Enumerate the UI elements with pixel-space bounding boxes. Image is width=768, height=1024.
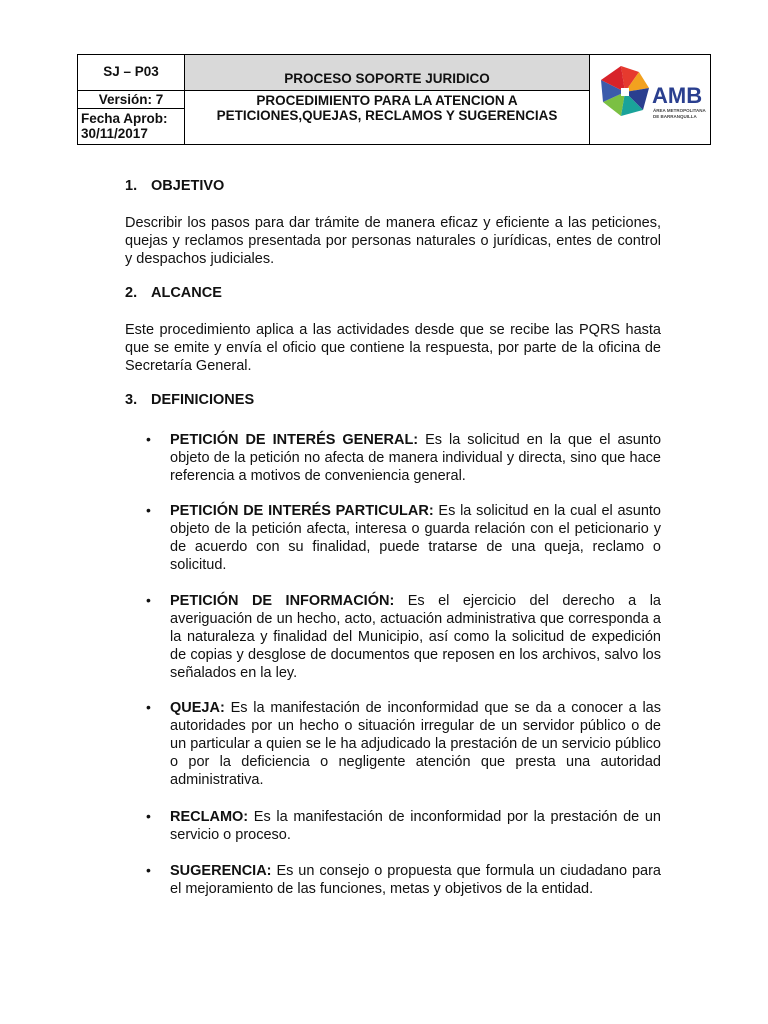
definition-text: Es la solicitud en la que el asunto objeto de la petición no afecta de manera individual y directa, sino que hace referencia a motivos de conveniencia general. bbox=[170, 432, 662, 484]
process-name: PROCESO SOPORTE JURIDICO bbox=[185, 55, 590, 91]
definition-text: Es el ejercicio del derecho a la averiguación de un hecho, acto, actuación administrativa que corresponda a la naturaleza y finalidad del Municipio, así como la solicitud de expedición de copias y desglose de documentos que reposen en los archivos, salvo los señalados en la ley. bbox=[170, 593, 661, 681]
definition-text: Es un consejo o propuesta que formula un ciudadano para el mejoramiento de las funciones, metas y objetivos de la entidad. bbox=[170, 863, 661, 897]
amb-logo bbox=[590, 55, 710, 144]
definition-item-sugerencia bbox=[170, 862, 661, 898]
approval-date-label: Fecha Aprob: bbox=[81, 111, 168, 126]
definition-text: Es la manifestación de inconformidad por la prestación de un servicio o proceso. bbox=[170, 809, 661, 843]
section-title: ALCANCE bbox=[151, 285, 222, 301]
approval-date bbox=[78, 109, 185, 144]
definition-item-peticion-informacion bbox=[170, 592, 661, 682]
bullet-icon: • bbox=[146, 699, 151, 715]
definition-text: Es la solicitud en la cual el asunto objeto de la petición afecta, interesa o guarda relación con el peticionario y de acuerdo con su finalidad, puede tratarse de una queja, reclamo o solicitud. bbox=[170, 503, 661, 573]
section-number: 2. bbox=[125, 285, 138, 301]
section-heading-definiciones bbox=[125, 392, 254, 408]
section-heading-alcance bbox=[125, 285, 222, 301]
definition-text: Es la manifestación de inconformidad que se da a conocer a las autoridades por un hecho o situación irregular de un servidor público o de un particular a quien se le ha adjudicado la prestación de un servicio público o por la deficiencia o negligente atención que presta una autoridad administrativa. bbox=[170, 700, 661, 788]
definition-term: PETICIÓN DE INTERÉS PARTICULAR: bbox=[170, 503, 434, 519]
definition-item-peticion-interes-particular bbox=[170, 502, 661, 574]
definition-term: PETICIÓN DE INFORMACIÓN: bbox=[170, 593, 395, 609]
bullet-icon: • bbox=[146, 862, 151, 878]
definition-item-peticion-interes-general bbox=[170, 431, 661, 485]
amb-pinwheel-logo-icon bbox=[598, 61, 708, 131]
logo-subtext-2: DE BARRANQUILLA bbox=[653, 114, 697, 119]
approval-date-value: 30/11/2017 bbox=[81, 126, 148, 141]
bullet-icon: • bbox=[146, 592, 151, 608]
definition-term: QUEJA: bbox=[170, 700, 225, 716]
document-version: Versión: 7 bbox=[78, 91, 185, 109]
section-number: 3. bbox=[125, 392, 138, 408]
section-text-alcance: Este procedimiento aplica a las actividades desde que se recibe las PQRS hasta que se emite y envía el oficio que contiene la respuesta, por parte de la oficina de Secretaría General. bbox=[125, 322, 661, 374]
section-title: DEFINICIONES bbox=[151, 392, 255, 408]
section-text-objetivo: Describir los pasos para dar trámite de manera eficaz y eficiente a las peticiones, quejas y reclamos presentada por personas naturales o jurídicas, entes de control y despachos judiciales. bbox=[125, 215, 661, 267]
bullet-icon: • bbox=[146, 808, 151, 824]
section-heading-objetivo bbox=[125, 178, 224, 194]
definition-term: PETICIÓN DE INTERÉS GENERAL: bbox=[170, 432, 419, 448]
logo-text: AMB bbox=[652, 83, 703, 108]
document-code: SJ – P03 bbox=[78, 55, 185, 91]
logo-center bbox=[621, 88, 629, 96]
section-number: 1. bbox=[125, 178, 138, 194]
procedure-title-line-1: PROCEDIMIENTO PARA LA ATENCION A bbox=[256, 93, 518, 108]
procedure-title-line-2: PETICIONES,QUEJAS, RECLAMOS Y SUGERENCIAS bbox=[216, 108, 558, 123]
logo-subtext-1: ÁREA METROPOLITANA bbox=[653, 108, 706, 113]
definition-item-reclamo bbox=[170, 808, 661, 844]
definition-item-queja bbox=[170, 699, 661, 789]
procedure-title bbox=[185, 91, 590, 144]
document-header-table bbox=[77, 54, 711, 145]
definition-term: SUGERENCIA: bbox=[170, 863, 272, 879]
bullet-icon: • bbox=[146, 502, 151, 518]
definition-term: RECLAMO: bbox=[170, 809, 249, 825]
section-title: OBJETIVO bbox=[151, 178, 225, 194]
bullet-icon: • bbox=[146, 431, 151, 447]
